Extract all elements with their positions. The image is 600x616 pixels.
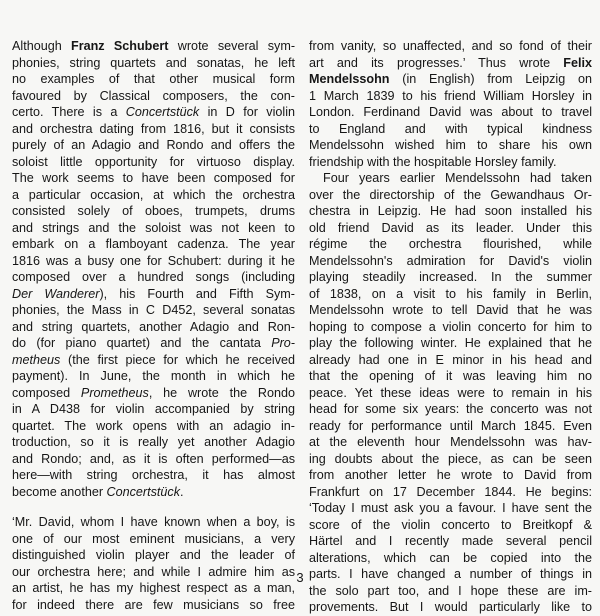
text-line: ‘Mr. David, whom I have known when a boy, is bbox=[12, 515, 295, 529]
paragraph bbox=[12, 514, 295, 613]
text-line: head for some six years: the concerto was not bbox=[309, 402, 592, 416]
text-line: no examples of that other musical form bbox=[12, 72, 295, 86]
text-line: composed Prometheus, he wrote the Rondo bbox=[12, 385, 295, 400]
text-line: Mendelssohn's admiration for David's violin bbox=[309, 253, 592, 268]
text-line: favoured by Classical composers, the con- bbox=[12, 88, 295, 103]
text-line: here—with string orchestra, it has almost bbox=[12, 468, 295, 482]
text-line: the solo part too, and I hope these are im- bbox=[309, 583, 592, 598]
text-line: composed over a hundred songs (including bbox=[12, 270, 295, 284]
paragraph bbox=[309, 38, 592, 170]
text-line: chestra in Leipzig. He had soon installed his bbox=[309, 204, 592, 218]
text-line: London. Ferdinand David was about to travel bbox=[309, 105, 592, 119]
text-line: distinguished violin player and the leader of bbox=[12, 548, 295, 562]
text-line: phonies, the Mass in C D452, several sonatas bbox=[12, 303, 295, 317]
text-line: and orchestra dating from 1816, but it consists bbox=[12, 121, 295, 136]
text-line: become another Concertstück. bbox=[12, 484, 184, 499]
text-line: Although Franz Schubert wrote several sym- bbox=[12, 39, 296, 53]
text-line: and string quartets, another Adagio and Ron- bbox=[12, 319, 295, 334]
text-line: ready for performance until March 1845. Even bbox=[309, 418, 592, 433]
paragraph bbox=[309, 170, 592, 616]
text-line: for indeed there are few musicians so free bbox=[12, 597, 295, 612]
text-line: phonies, string quartets and sonatas, he left bbox=[12, 55, 295, 70]
text-line: Frankfurt on 17 December 1844. He begins: bbox=[309, 484, 592, 499]
paragraph bbox=[12, 38, 295, 500]
text-line: from vanity, so unaffected, and so fond of their bbox=[309, 39, 592, 53]
text-line: Mendelssohn wished him to share his own bbox=[309, 138, 592, 152]
text-line: soloist little opportunity for virtuoso display. bbox=[12, 154, 295, 169]
text-line: old friend David as its leader. Under this bbox=[309, 220, 592, 235]
text-line: embark on a flamboyant cadenza. The year bbox=[12, 237, 295, 251]
text-line: alterations, which can be copied into the bbox=[309, 550, 592, 565]
text-line: 1816 was a busy one for Schubert: during it he bbox=[12, 253, 295, 268]
text-line: metheus (the first piece for which he received bbox=[12, 352, 295, 367]
text-line: purely of an Adagio and Rondo and offers the bbox=[12, 138, 295, 152]
text-line: at the eleventh hour Mendelssohn was hav- bbox=[309, 435, 592, 449]
text-line: of 1838, on a visit to his family in Berlin, bbox=[309, 286, 592, 301]
text-line: playing steadily increased. In the summer bbox=[309, 270, 592, 284]
text-line: from another letter he wrote to David from bbox=[309, 468, 592, 482]
text-line: 1 March 1839 to his friend William Horsley in bbox=[309, 88, 592, 103]
left-text-column bbox=[12, 38, 295, 613]
text-line: peace. Yet these ideas were to remain in his bbox=[309, 385, 592, 400]
text-line: friendship with the hospitable Horsley family. bbox=[309, 154, 557, 169]
text-line: one of our most eminent musicians, a very bbox=[12, 531, 295, 546]
text-line: our orchestra here; and while I admire him as bbox=[12, 564, 295, 579]
text-line: consisted solely of oboes, trumpets, drums bbox=[12, 204, 295, 218]
text-line: a particular occasion, at which the orchestra bbox=[12, 187, 295, 202]
text-line: an artist, he has my highest respect as a man, bbox=[12, 581, 295, 595]
text-line: already had one in E minor in his head and bbox=[309, 352, 592, 367]
text-line: art and its progresses.’ Thus wrote Felix bbox=[309, 55, 592, 70]
text-line: do (for piano quartet) and the cantata Pro- bbox=[12, 336, 295, 350]
text-line: Der Wanderer), his Fourth and Fifth Sym- bbox=[12, 286, 295, 301]
text-line: régime the orchestra flourished, while bbox=[309, 237, 592, 251]
text-line: hoping to compose a violin concerto for him to bbox=[309, 319, 592, 334]
text-line: Mendelssohn (in English) from Leipzig on bbox=[309, 72, 592, 86]
text-line: ing doubts about the piece, as can be seen bbox=[309, 451, 592, 466]
text-line: and strings and the soloist was not keen to bbox=[12, 220, 295, 235]
text-line: Mendelssohn wrote to tell David that he was bbox=[309, 303, 592, 317]
text-line: certo. There is a Concertstück in D for violin bbox=[12, 105, 295, 119]
text-line: Four years earlier Mendelssohn had taken bbox=[323, 171, 592, 185]
text-line: provements. But I would particularly like to bbox=[309, 600, 592, 614]
text-line: play the following winter. He explained that he bbox=[309, 336, 592, 350]
text-line: score of the violin concerto to Breitkopf & bbox=[309, 517, 592, 532]
page-number: 3 bbox=[296, 570, 304, 585]
text-line: Härtel and I recently made several pencil bbox=[309, 534, 592, 548]
text-line: troduction, so it is really yet another Adagio bbox=[12, 435, 295, 449]
text-line: in A D438 for violin accompanied by string bbox=[12, 402, 295, 416]
text-line: The work seems to have been composed for bbox=[12, 171, 295, 185]
text-line: ‘Today I must ask you a favour. I have sent the bbox=[309, 501, 592, 515]
text-line: payment). In June, the month in which he bbox=[12, 369, 295, 383]
text-line: to England and with typical kindness bbox=[309, 121, 592, 136]
text-line: parts. I have changed a number of things in bbox=[309, 567, 592, 581]
text-line: quartet. The work opens with an adagio in- bbox=[12, 418, 295, 433]
text-line: that the opening of it was leaving him no bbox=[309, 369, 592, 383]
right-text-column bbox=[309, 38, 592, 616]
text-line: over the directorship of the Gewandhaus Or- bbox=[309, 187, 592, 202]
text-line: and Rondo; and, as it is often performed—as bbox=[12, 451, 295, 466]
